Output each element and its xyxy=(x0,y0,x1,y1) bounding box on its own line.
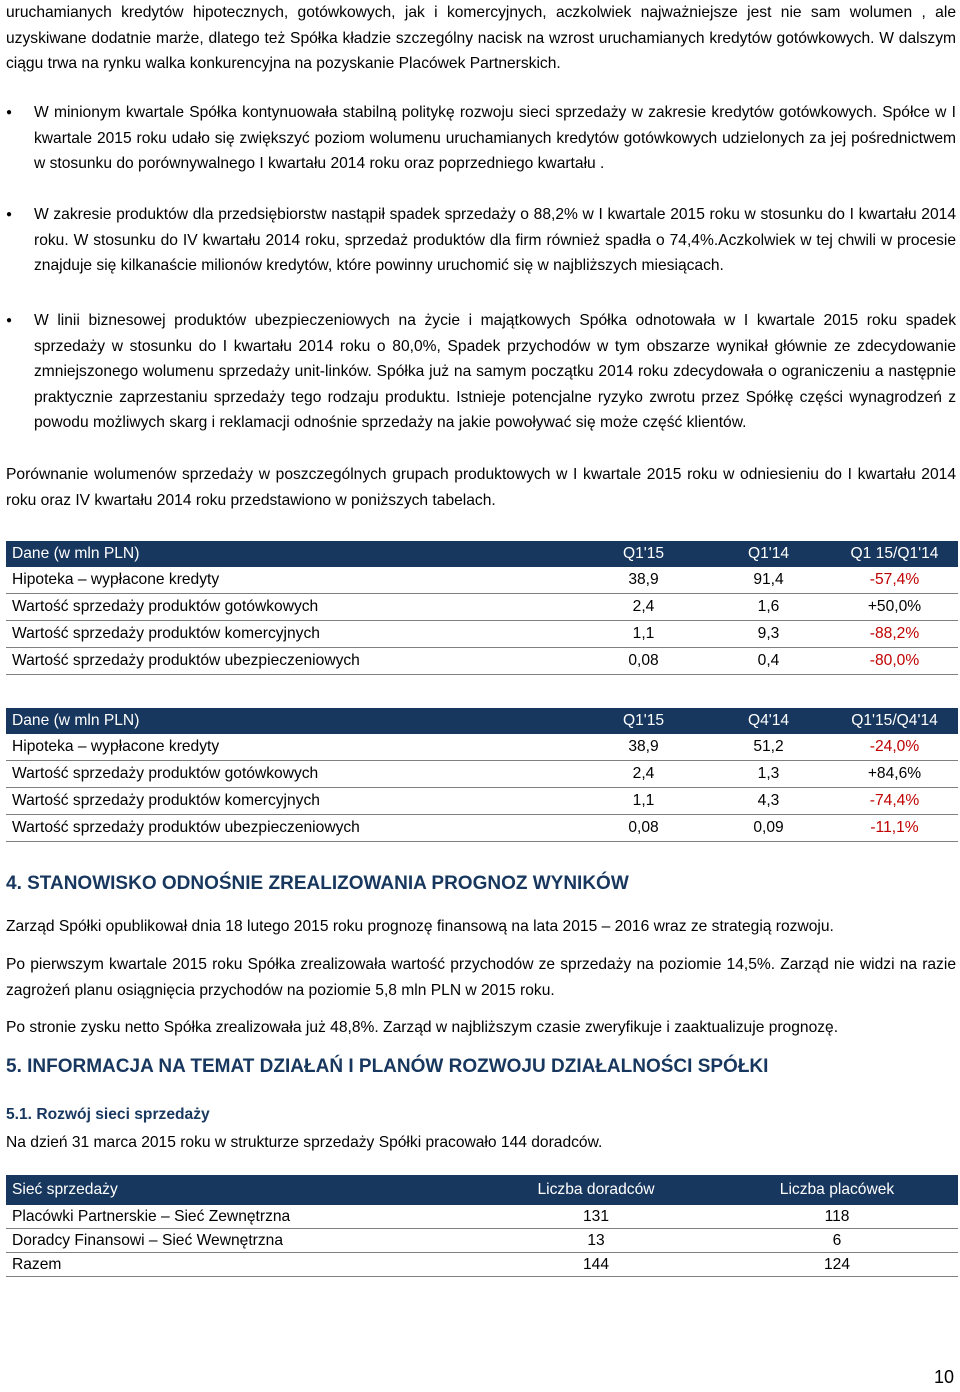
row-label: Wartość sprzedaży produktów gotówkowych xyxy=(6,594,581,621)
cell: 0,08 xyxy=(581,648,706,675)
bullet-item-3 xyxy=(6,308,956,436)
table-row xyxy=(6,567,958,594)
row-label: Wartość sprzedaży produktów komercyjnych xyxy=(6,621,581,648)
cell: 1,3 xyxy=(706,761,831,788)
bullet-item-1 xyxy=(6,100,956,177)
change-cell: +84,6% xyxy=(831,761,958,788)
cell: 6 xyxy=(716,1229,958,1253)
section-5-heading: 5. INFORMACJA NA TEMAT DZIAŁAŃ I PLANÓW ROZWOJU DZIAŁALNOŚCI SPÓŁKI xyxy=(6,1056,769,1077)
cell: 91,4 xyxy=(706,567,831,594)
row-label: Hipoteka – wypłacone kredyty xyxy=(6,734,581,761)
cell: 1,1 xyxy=(581,788,706,815)
cell: 2,4 xyxy=(581,761,706,788)
change-cell: -57,4% xyxy=(831,567,958,594)
cell: 38,9 xyxy=(581,567,706,594)
cell: 2,4 xyxy=(581,594,706,621)
column-header: Q1 15/Q1'14 xyxy=(831,541,958,567)
table-row xyxy=(6,1253,958,1277)
cell: 124 xyxy=(716,1253,958,1277)
change-cell: -24,0% xyxy=(831,734,958,761)
bullet-text: W linii biznesowej produktów ubezpieczeniowych na życie i majątkowych Spółka odnotowała w I kwartale 2015 roku spadek sprzedaży w stosunku do I kwartału 2014 roku o 80,0%, Spadek przychodów w tym obszarze wynikał głównie ze zdecydowanie zmniejszonego wolumenu sprzedaży unit-linków. Spółka już na samym początku 2014 roku zdecydowała o ograniczeniu a następnie praktycznie zaprzestaniu sprzedaży tego rodzaju produktu. Istnieje potencjalne ryzyko zwrotu przez Spółkę części wynagrodzeń z powodu możliwych skarg i reklamacji odnośnie sprzedaży na jakie powoływać się może część klientów. xyxy=(34,312,956,432)
cell: 0,09 xyxy=(706,815,831,842)
cell: 131 xyxy=(476,1205,716,1229)
cell: 0,4 xyxy=(706,648,831,675)
change-cell: -80,0% xyxy=(831,648,958,675)
cell: 13 xyxy=(476,1229,716,1253)
page-number: 10 xyxy=(933,1367,954,1387)
row-label: Wartość sprzedaży produktów ubezpieczeniowych xyxy=(6,815,581,842)
section-4-heading: 4. STANOWISKO ODNOŚNIE ZREALIZOWANIA PROGNOZ WYNIKÓW xyxy=(6,873,629,894)
table-row xyxy=(6,761,958,788)
column-header: Q1'15 xyxy=(581,708,706,734)
section-4-paragraph-2: Po pierwszym kwartale 2015 roku Spółka zrealizowała wartość przychodów ze sprzedaży na poziomie 14,5%. Zarząd nie widzi na razie zagrożeń planu osiągnięcia przychodów na poziomie 5,8 mln PLN w 2015 roku. xyxy=(6,956,956,999)
section-4-paragraph-3: Po stronie zysku netto Spółka zrealizowała już 48,8%. Zarząd w najbliższym czasie zweryfikuje i zaaktualizuje prognozę. xyxy=(6,1019,839,1036)
row-label: Doradcy Finansowi – Sieć Wewnętrzna xyxy=(6,1229,476,1253)
section-5-paragraph: Na dzień 31 marca 2015 roku w strukturze sprzedaży Spółki pracowało 144 doradców. xyxy=(6,1134,603,1151)
table-row xyxy=(6,1229,958,1253)
sales-network-table xyxy=(6,1175,958,1277)
table-q1-vs-q1 xyxy=(6,541,958,675)
column-header: Dane (w mln PLN) xyxy=(6,708,581,734)
change-cell: -88,2% xyxy=(831,621,958,648)
bullet-icon: ● xyxy=(6,107,13,118)
column-header: Q1'14 xyxy=(706,541,831,567)
table-row xyxy=(6,648,958,675)
intro-paragraph: uruchamianych kredytów hipotecznych, gotówkowych, jak i komercyjnych, aczkolwiek najważniejsze jest nie sam wolumen , ale uzyskiwane dodatnie marże, dlatego też Spółka kładzie szczególny nacisk na wzrost uruchamianych kredytów gotówkowych. W dalszym ciągu trwa na rynku walka konkurencyjna na pozyskanie Placówek Partnerskich. xyxy=(6,4,956,73)
row-label: Wartość sprzedaży produktów ubezpieczeniowych xyxy=(6,648,581,675)
row-label: Hipoteka – wypłacone kredyty xyxy=(6,567,581,594)
bullet-icon: ● xyxy=(6,315,13,326)
row-label: Razem xyxy=(6,1253,476,1277)
section-4-paragraph-1: Zarząd Spółki opublikował dnia 18 lutego 2015 roku prognozę finansową na lata 2015 – 2016 wraz ze strategią rozwoju. xyxy=(6,918,834,935)
table-row xyxy=(6,734,958,761)
table-row xyxy=(6,594,958,621)
table-row xyxy=(6,815,958,842)
table-row xyxy=(6,621,958,648)
cell: 1,1 xyxy=(581,621,706,648)
column-header: Liczba placówek xyxy=(716,1175,958,1205)
cell: 51,2 xyxy=(706,734,831,761)
change-cell: -11,1% xyxy=(831,815,958,842)
cell: 9,3 xyxy=(706,621,831,648)
cell: 118 xyxy=(716,1205,958,1229)
row-label: Placówki Partnerskie – Sieć Zewnętrzna xyxy=(6,1205,476,1229)
cell: 1,6 xyxy=(706,594,831,621)
column-header: Q4'14 xyxy=(706,708,831,734)
bullet-text: W zakresie produktów dla przedsiębiorstw nastąpił spadek sprzedaży o 88,2% w I kwartale 2015 roku w stosunku do I kwartału 2014 roku. W stosunku do IV kwartału 2014 roku, sprzedaż produktów dla firm również spadła o 74,4%.Aczkolwiek w tej chwili w procesie znajduje się kilkanaście milionów kredytów, które powinny uruchomić się w najbliższych miesiącach. xyxy=(34,206,956,275)
table-q1-vs-q4 xyxy=(6,708,958,842)
table-row xyxy=(6,1205,958,1229)
cell: 144 xyxy=(476,1253,716,1277)
column-header: Q1'15/Q4'14 xyxy=(831,708,958,734)
table-row xyxy=(6,788,958,815)
bullet-icon: ● xyxy=(6,209,13,220)
column-header: Dane (w mln PLN) xyxy=(6,541,581,567)
column-header: Q1'15 xyxy=(581,541,706,567)
column-header: Liczba doradców xyxy=(476,1175,716,1205)
comparison-intro: Porównanie wolumenów sprzedaży w poszczególnych grupach produktowych w I kwartale 2015 roku w odniesieniu do I kwartału 2014 roku oraz IV kwartału 2014 roku przedstawiono w poniższych tabelach. xyxy=(6,466,956,509)
cell: 4,3 xyxy=(706,788,831,815)
change-cell: +50,0% xyxy=(831,594,958,621)
row-label: Wartość sprzedaży produktów komercyjnych xyxy=(6,788,581,815)
cell: 38,9 xyxy=(581,734,706,761)
section-5-1-heading: 5.1. Rozwój sieci sprzedaży xyxy=(6,1106,210,1123)
bullet-text: W minionym kwartale Spółka kontynuowała stabilną politykę rozwoju sieci sprzedaży w zakresie kredytów gotówkowych. Spółce w I kwartale 2015 roku udało się zwiększyć poziom wolumenu uruchamianych kredytów gotówkowych udzielonych za jej pośrednictwem w stosunku do porównywalnego I kwartału 2014 roku oraz poprzedniego kwartału . xyxy=(34,104,956,173)
change-cell: -74,4% xyxy=(831,788,958,815)
bullet-item-2 xyxy=(6,202,956,279)
cell: 0,08 xyxy=(581,815,706,842)
row-label: Wartość sprzedaży produktów gotówkowych xyxy=(6,761,581,788)
column-header: Sieć sprzedaży xyxy=(6,1175,476,1205)
